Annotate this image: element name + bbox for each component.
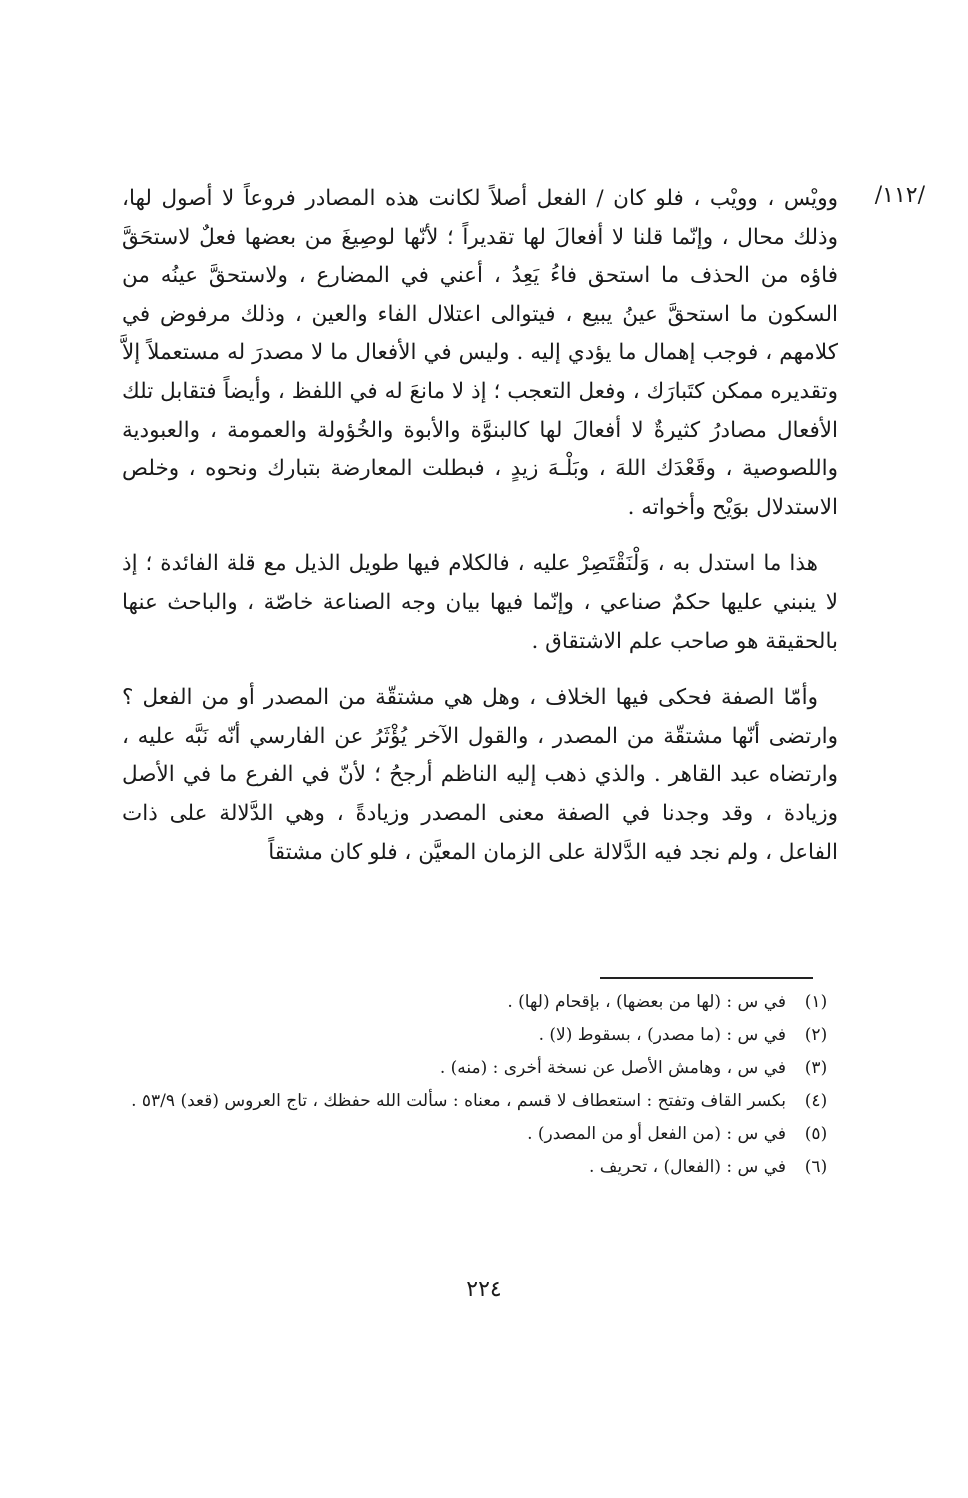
footnote-1	[116, 988, 846, 1016]
footnote-text: في س ، وهامش الأصل عن نسخة أخرى : (منه) .	[439, 1058, 786, 1078]
manuscript-folio-marker: /١١٢/	[874, 183, 925, 208]
main-text-body	[122, 180, 838, 890]
footnote-number: (٤)	[804, 1091, 828, 1111]
footnote-5	[116, 1120, 846, 1148]
footnote-number: (٢)	[804, 1025, 828, 1045]
paragraph-1: وويْس ، وويْب ، فلو كان / الفعل أصلاً لكانت هذه المصادر فروعاً لا أصول لها، وذلك محال ، وإنّما قلنا لا أفعالَ لها تقديراً ؛ لأنّها لوصِيغَ من بعضها فعلٌ لاستحَقَّ فاؤه من الحذف ما استحق فاءُ يَعِدُ ، أعني في المضارع ، ولاستحقَّ عينُه من السكون ما استحقَّ عينُ يبيع ، فيتوالى اعتلال الفاء والعين ، وذلك مرفوض في كلامهم ، فوجب إهمال ما يؤدي إليه . وليس في الأفعال ما لا مصدرَ له مستعملاً إلاَّ وتقديره ممكن كتَبارَك ، وفعل التعجب ؛ إذ لا مانعَ له في اللفظ ، وأيضاً فتقابل تلك الأفعال مصادرُ كثيرةٌ لا أفعالَ لها كالبنوَّة والأبوة والخُؤولة والعمومة ، والعبودية واللصوصية ، وقَعْدَك اللهَ ، وبَلْـهَ زيدٍ ، فبطلت المعارضة بتبارك ونحوه ، وخلص الاستدلال بوَيْح وأخواته .	[122, 186, 838, 520]
page-number: ٢٢٤	[466, 1277, 502, 1302]
paragraph-2: هذا ما استدل به ، وَلْنَقْتَصِرْ عليه ، فالكلام فيها طويل الذيل مع قلة الفائدة ؛ إذ لا ينبني عليها حكمٌ صناعي ، وإنّما فيها بيان وجه الصناعة خاصّة ، والباحث عنها بالحقيقة هو صاحب علم الاشتقاق .	[122, 551, 838, 654]
footnote-text: في س : (الفعال) ، تحريف .	[588, 1157, 786, 1177]
footnotes-section	[116, 988, 846, 1186]
footnote-6	[116, 1153, 846, 1181]
footnote-text: في س : (ما مصدر) ، بسقوط (لا) .	[538, 1025, 786, 1045]
footnote-number: (٥)	[804, 1124, 828, 1144]
footnote-text: في س : (من الفعل أو من المصدر) .	[527, 1124, 786, 1144]
footnote-4	[116, 1087, 846, 1115]
footnote-number: (١)	[804, 992, 828, 1012]
footnote-divider	[600, 977, 813, 979]
footnote-text: في س : (لها من بعضها) ، بإقحام (لها) .	[507, 992, 786, 1012]
footnote-number: (٦)	[804, 1157, 828, 1177]
footnote-3	[116, 1054, 846, 1082]
footnote-2	[116, 1021, 846, 1049]
paragraph-3: وأمّا الصفة فحكى فيها الخلاف ، وهل هي مشتقّة من المصدر أو من الفعل ؟ وارتضى أنّها مشتقّة من المصدر ، والقول الآخر يُؤْثَرُ عن الفارسي أنّه نَبَّه عليه ، وارتضاه عبد القاهر . والذي ذهب إليه الناظم أرجحُ ؛ لأنّ في الفرع ما في الأصل وزيادة ، وقد وجدنا في الصفة معنى المصدر وزيادةً ، وهي الدَّلالة على ذات الفاعل ، ولم نجد فيه الدَّلالة على الزمان المعيَّن ، فلو كان مشتقاً	[122, 685, 838, 865]
footnote-number: (٣)	[804, 1058, 828, 1078]
footnote-text: بكسر القاف وتفتح : استعطاف لا قسم ، معناه : سألت الله حفظك ، تاج العروس (قعد) ٥٣/٩ .	[131, 1091, 786, 1111]
